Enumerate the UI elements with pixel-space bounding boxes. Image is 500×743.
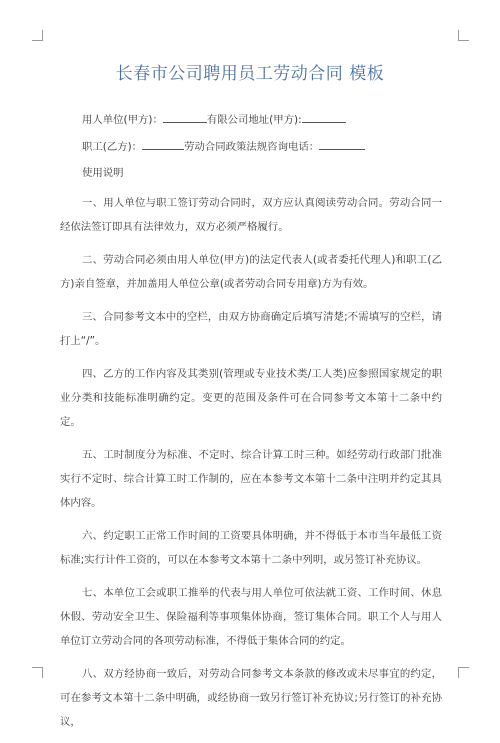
instruction-paragraph-7: 七、本单位工会或职工推举的代表与用人单位可依法就工资、工作时间、休息休假、劳动安全卫生、保险福利等事项集体协商，签订集体合同。职工个人与用人单位订立劳动合同的各项劳动标准，不得低于集体合同的约定。	[60, 587, 442, 647]
employer-label: 用人单位(甲方)：	[82, 114, 163, 126]
employer-address-label: 有限公司地址(甲方):	[206, 114, 302, 126]
consult-phone-blank[interactable]	[319, 139, 365, 150]
employee-label: 职工(乙方)：	[82, 141, 143, 153]
crop-mark-bottom-right	[458, 667, 469, 678]
instruction-paragraph-5: 五、工时制度分为标准、不定时、综合计算工时三种。如经劳动行政部门批准实行不定时、综合计算工时工作制的，应在本参考文本第十二条中注明并约定其具体内容。	[60, 449, 442, 509]
document-title: 长春市公司聘用员工劳动合同 模板	[115, 64, 385, 84]
instruction-paragraph-6: 六、约定职工正常工作时间的工资要具体明确，并不得低于本市当年最低工资标准;实行计件工资的，可以在本参考文本第十二条中列明，或另签订补充协议。	[60, 530, 442, 566]
instructions-heading: 使用说明	[82, 167, 124, 179]
instruction-paragraph-4: 四、乙方的工作内容及其类别(管理或专业技术类/工人类)应参照国家规定的职业分类和技能标准明确约定。变更的范围及条件可在合同参考文本第十二条中约定。	[60, 368, 442, 428]
employer-field-line	[82, 112, 442, 128]
crop-mark-top-right	[458, 30, 469, 41]
instruction-paragraph-2: 二、劳动合同必须由用人单位(甲方)的法定代表人(或者委托代理人)和职工(乙方)亲自签章，并加盖用人单位公章(或者劳动合同专用章)方为有效。	[60, 254, 442, 290]
instruction-paragraph-3: 三、合同参考文本中的空栏，由双方协商确定后填写清楚;不需填写的空栏，请打上“/”。	[60, 311, 442, 347]
employee-field-line	[82, 139, 442, 155]
consult-phone-label: 劳动合同政策法规咨询电话：	[184, 141, 320, 153]
employer-blank[interactable]	[163, 112, 207, 123]
employer-address-blank[interactable]	[302, 112, 346, 123]
crop-mark-bottom-left	[32, 667, 43, 678]
document-body	[60, 112, 442, 743]
instruction-paragraph-8: 八、双方经协商一致后，对劳动合同参考文本条款的修改或未尽事宜的约定，可在参考文本第十二条中明确，或经协商一致另行签订补充协议;另行签订的补充协议，	[60, 668, 442, 728]
crop-mark-top-left	[32, 30, 43, 41]
employee-blank[interactable]	[142, 139, 184, 150]
instruction-paragraph-1: 一、用人单位与职工签订劳动合同时，双方应认真阅读劳动合同。劳动合同一经依法签订即具有法律效力，双方必须严格履行。	[60, 197, 442, 233]
